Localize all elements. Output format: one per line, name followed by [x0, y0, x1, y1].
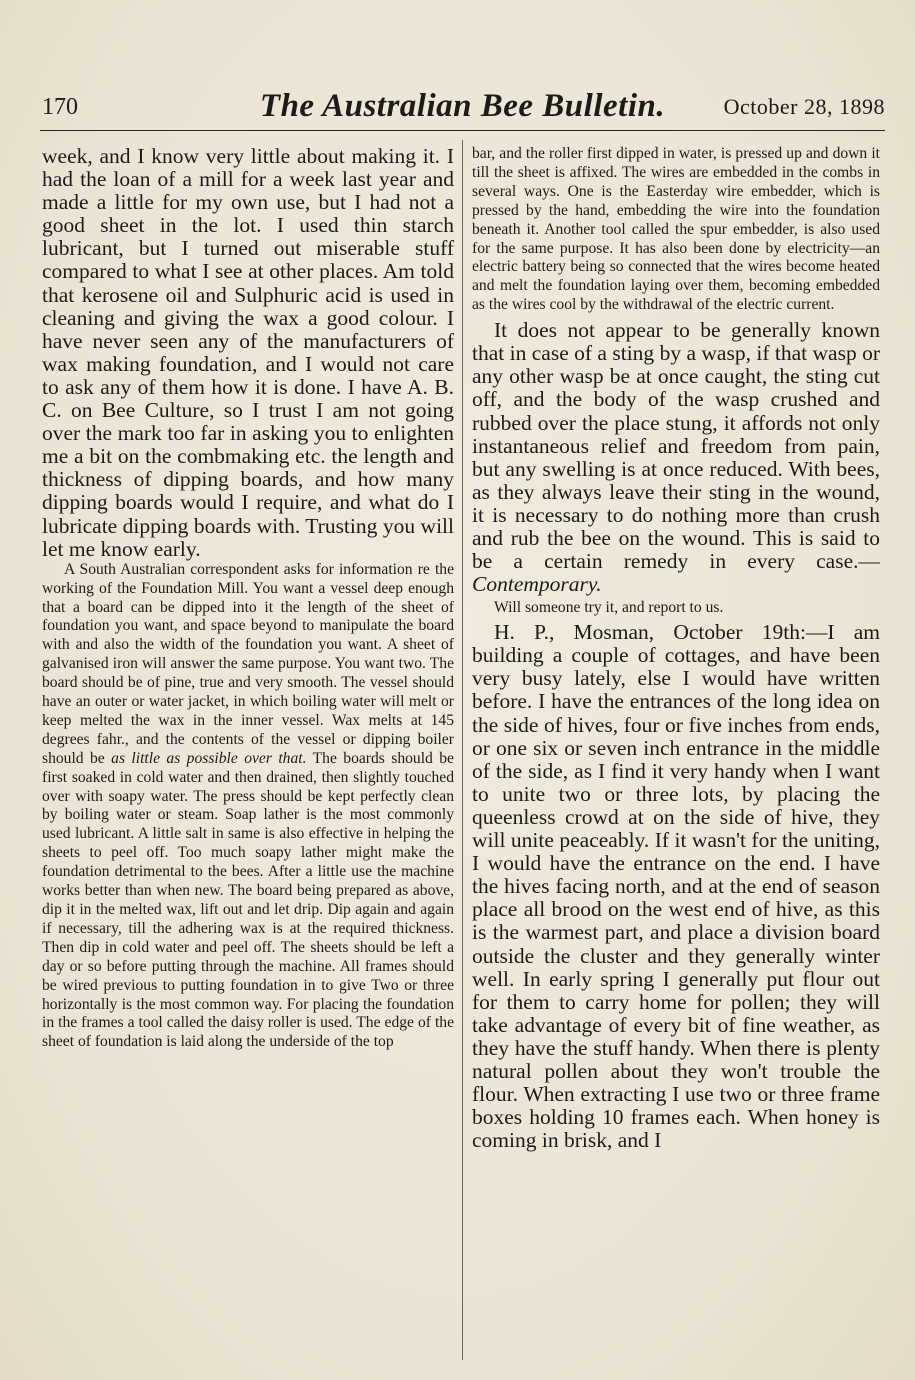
article-source: Contemporary. [472, 572, 602, 597]
issue-date: October 28, 1898 [723, 94, 885, 119]
publication-title: The Australian Bee Bulletin. [259, 88, 666, 124]
hp-mosman-letter: H. P., Mosman, October 19th:—I am building a couple of cottages, and have been very busy lately, else I would have written before. I have the entrances of the long idea on the side of hives, four or five inches from ends, or one six or seven inch entrance in the middle of the side, as I find it very handy when I want to unite two or three lots, by placing the queenless crowd at on the side of hive, they will unite peaceably. If it wasn't for the uniting, I would have the entrance on the end. I have the hives facing north, and at the end of season place all brood on the west end of hive, as this is the warmest part, and place a division board outside the cluster and they generally winter well. In early spring I generally put flour out for them to carry home for pollen; they will take advantage of every bit of fine weather, as they have the stuff handy. When there is plenty natural pollen about they won't trouble the flour. When extracting I use two or three frame boxes holding 10 frames each. When honey is coming in brisk, and I [472, 620, 880, 1153]
wasp-sting-text: It does not appear to be generally known that in case of a sting by a wasp, if that wasp or any other wasp be at once caught, the sting cut off, and the body of the wasp crushed and rubbed over the place stung, it affords not only instantaneous relief and freedom from pain, but any swelling is at once reduced. With bees, as they always leave their sting in the wound, it is necessary to do nothing more than crush and rub the bee on the wound. This is said to be a certain remedy in every case.— [472, 318, 880, 574]
editor-note: Will someone try it, and report to us. [494, 599, 724, 617]
correspondent-letter-end: week, and I know very little about making it. I had the loan of a mill for a week last year and made a little for my own use, but I had not a good sheet in the lot. I used thin starch lubricant, but I turned out miserable stuff compared to what I see at other places. Am told that kerosene oil and Sulphuric acid is used in cleaning and giving the wax a good colour. I have never seen any of the manufacturers of wax making foundation, and I would not care to ask any of them how it is done. I have A. B. C. on Bee Culture, so I trust I am not going over the mark too far in asking you to enlighten me a bit on the combmaking etc. the length and thickness of dipping boards, and how many dipping boards would I require, and what do I lubricate dipping boards with. Trusting you will let me know early. [42, 144, 454, 561]
page-number: 170 [42, 94, 78, 120]
wasp-sting-article [472, 319, 880, 596]
right-column [472, 145, 880, 1152]
column-divider [462, 140, 463, 1360]
editorial-reply [42, 561, 454, 1053]
left-column [42, 145, 454, 1052]
editorial-reply-continued: bar, and the roller first dipped in water, is pressed up and down it till the sheet is affixed. The wires are embedded in the combs in several ways. One is the Easterday wire embedder, which is pressed by the hand, embedding the wire into the foundation beneath it. Another tool called the spur embedder, is also used for the same purpose. It has also been done by electricity—an electric battery being so connected that the wires become heated and melt the foundation laying over them, becoming embedded as the wires cool by the withdrawal of the electric current. [472, 145, 880, 314]
page-header [40, 88, 885, 131]
reply-text-part1: A South Australian correspondent asks for information re the working of the Foundation Mill. You want a vessel deep enough that a board can be dipped into it the length of the sheet of foundation you want, and space beyond to manipulate the board with and also the width of the foundation you want. A sheet of galvanised iron will answer the same purpose. You want two. The board should be of pine, true and very smooth. The vessel should have an outer or water jacket, in which boiling water will melt or keep melted the wax in the inner vessel. Wax melts at 145 degrees fahr., and the contents of the vessel or dipping boiler should be [42, 560, 454, 767]
reply-emphasis: as little as possible over that. [111, 749, 307, 767]
reply-text-part2: The boards should be first soaked in cold water and then drained, then slightly touched over with soapy water. The press should be kept perfectly clean by boiling water or steam. Soap lather is the most commonly used lubricant. A little salt in same is also effective in helping the sheets to peel off. Too much soapy lather might make the foundation detrimental to the bees. After a little use the machine works better than when new. The board being prepared as above, dip it in the melted wax, lift out and let drip. Dip again and again if necessary, till the adhering wax is at the required thickness. Then dip in cold water and peel off. The sheets should be left a day or so before putting through the machine. All frames should be wired previous to putting foundation in to give Two or three horizontally is the most common way. For placing the foundation in the frames a tool called the daisy roller is used. The edge of the sheet of foundation is laid along the underside of the top [42, 749, 454, 1051]
